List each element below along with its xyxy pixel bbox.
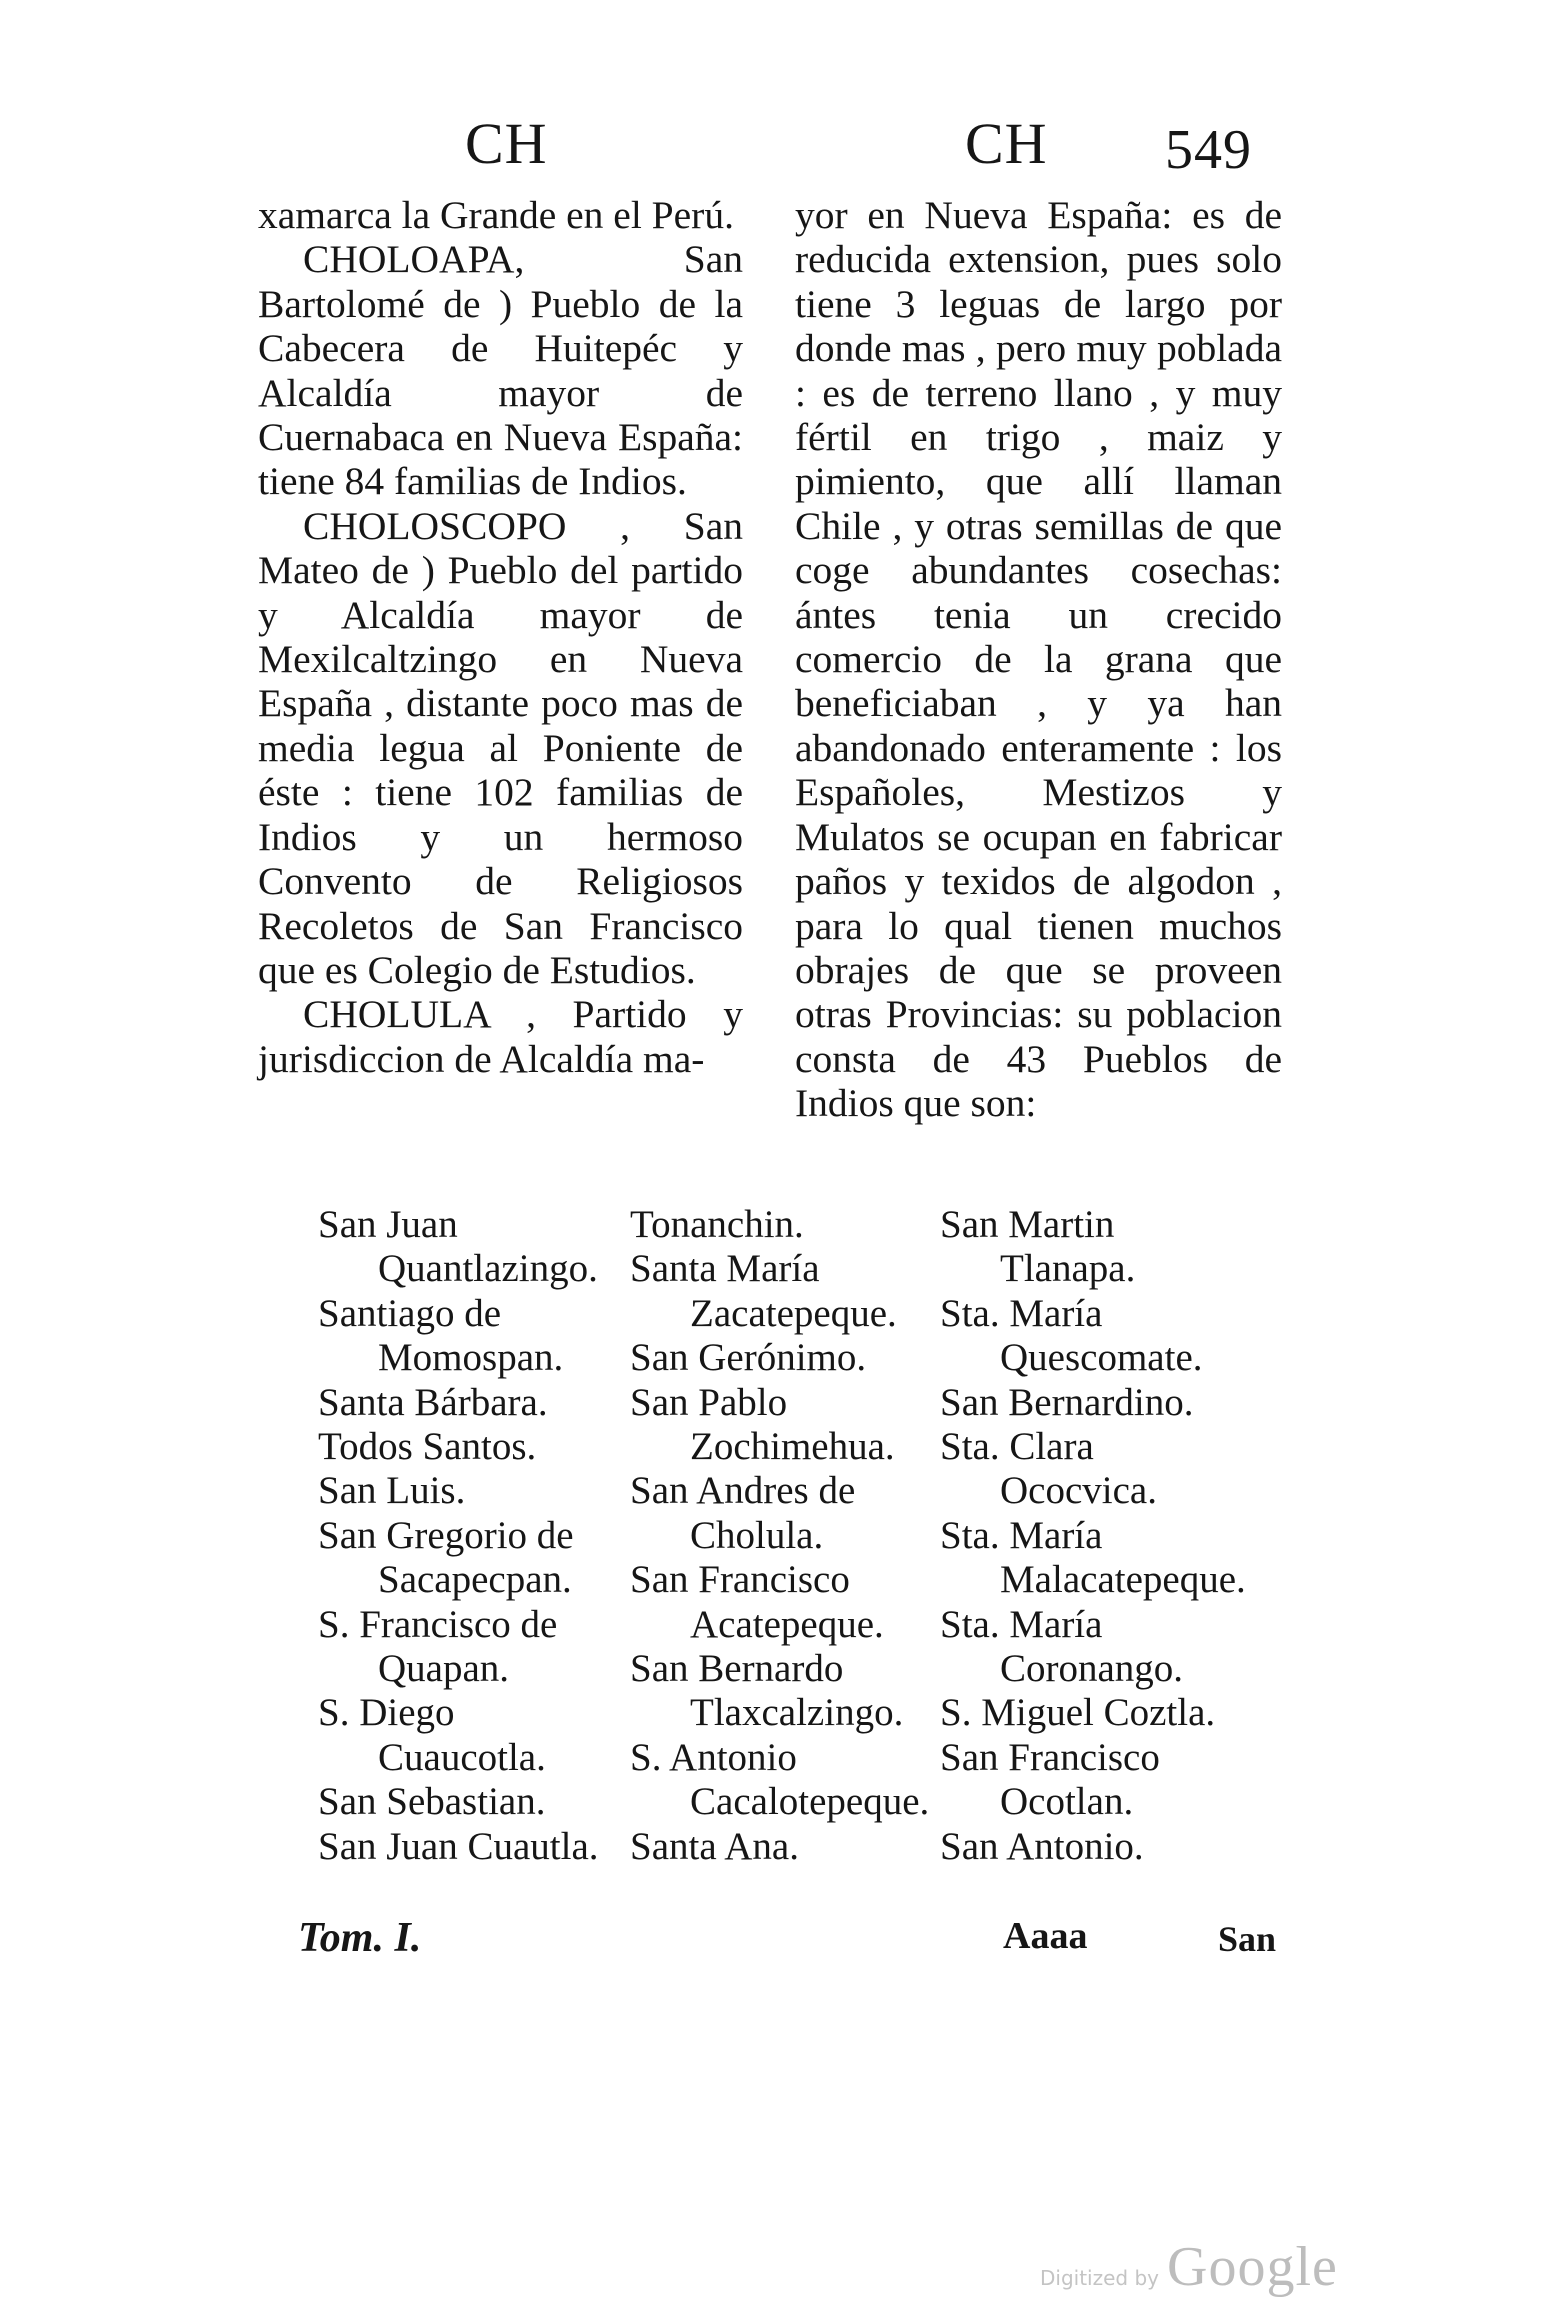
place-list-column-2 bbox=[630, 1203, 930, 1869]
place-name: Sta. María Quescomate. bbox=[940, 1291, 1203, 1380]
place-name: San Francisco Acatepeque. bbox=[630, 1558, 884, 1646]
place-name: Santa María Zacatepeque. bbox=[630, 1247, 897, 1335]
left-text-column bbox=[258, 193, 743, 1081]
place-name: San Francisco Ocotlan. bbox=[940, 1735, 1160, 1824]
place-name: San Gerónimo. bbox=[630, 1336, 867, 1380]
place-name: Santa Ana. bbox=[630, 1824, 799, 1868]
place-name: San Bernardino. bbox=[940, 1380, 1194, 1424]
page-number: 549 bbox=[1165, 119, 1252, 181]
running-head-right: CH bbox=[965, 111, 1048, 176]
place-name: S. Francisco de Quapan. bbox=[318, 1602, 558, 1691]
place-list-column-3 bbox=[940, 1203, 1246, 1869]
place-name: Sta. Clara Ococvica. bbox=[940, 1425, 1157, 1513]
right-text-column bbox=[795, 193, 1282, 1126]
paragraph: CHOLOSCOPO , San Mateo de ) Pueblo del partido y Alcaldía mayor de Mexilcaltzingo en Nueva España , distante poco mas de media legua al Poniente de éste : tiene 102 familias de Indios y un hermoso Convento de Religiosos Recoletos de San Francisco que es Colegio de Estudios. bbox=[258, 503, 743, 992]
place-name: S. Miguel Coztla. bbox=[940, 1691, 1216, 1735]
place-name: Tonanchin. bbox=[630, 1203, 804, 1246]
place-name: San Martin Tlanapa. bbox=[940, 1203, 1136, 1291]
place-name: Santiago de Momospan. bbox=[318, 1291, 564, 1380]
place-name: Santa Bárbara. bbox=[318, 1380, 548, 1424]
place-name: San Juan Quantlazingo. bbox=[318, 1203, 598, 1291]
place-name: San Gregorio de Sacapecpan. bbox=[318, 1513, 574, 1602]
place-name: San Andres de Cholula. bbox=[630, 1469, 856, 1557]
watermark-prefix: Digitized by bbox=[1040, 2266, 1159, 2290]
place-name: San Bernardo Tlaxcalzingo. bbox=[630, 1647, 904, 1735]
place-list-column-1 bbox=[318, 1203, 618, 1869]
place-name: Todos Santos. bbox=[318, 1425, 537, 1469]
place-name: San Antonio. bbox=[940, 1824, 1144, 1868]
paragraph: CHOLOAPA, San Bartolomé de ) Pueblo de la Cabecera de Huitepéc y Alcaldía mayor de Cuernabaca en Nueva España: tiene 84 familias de Indios. bbox=[258, 237, 743, 504]
place-name: San Luis. bbox=[318, 1469, 466, 1513]
paragraph: yor en Nueva España: es de reducida extension, pues solo tiene 3 leguas de largo por donde mas , pero muy poblada : es de terreno llano , y muy fértil en trigo , maiz y pimiento, que allí llaman Chile , y otras semillas de que coge abundantes cosechas: ántes tenia un crecido comercio de la grana que beneficiaban , y ya han abandonado enteramente : los Españoles, Mestizos y Mulatos se ocupan en fabricar paños y texidos de algodon , para lo qual tienen muchos obrajes de que se proveen otras Provincias: su poblacion consta de 43 Pueblos de Indios que son: bbox=[795, 193, 1282, 1126]
signature-mark: Aaaa bbox=[1003, 1915, 1088, 1957]
volume-marker: Tom. I. bbox=[298, 1915, 422, 1961]
google-logo: Google bbox=[1167, 2236, 1338, 2298]
digitization-watermark bbox=[1040, 2235, 1338, 2299]
catchword: San bbox=[1218, 1919, 1277, 1959]
paragraph: xamarca la Grande en el Perú. bbox=[258, 193, 734, 237]
place-name: Sta. María Malacatepeque. bbox=[940, 1513, 1246, 1602]
place-name: S. Diego Cuaucotla. bbox=[318, 1691, 546, 1779]
place-name: S. Antonio Cacalotepeque. bbox=[630, 1735, 930, 1824]
running-head-left: CH bbox=[465, 111, 548, 176]
place-name: San Sebastian. bbox=[318, 1780, 546, 1824]
place-name: San Pablo Zochimehua. bbox=[630, 1380, 895, 1469]
place-name: San Juan Cuautla. bbox=[318, 1824, 599, 1868]
place-name: Sta. María Coronango. bbox=[940, 1602, 1184, 1691]
paragraph: CHOLULA , Partido y jurisdiccion de Alcaldía ma- bbox=[258, 992, 743, 1081]
